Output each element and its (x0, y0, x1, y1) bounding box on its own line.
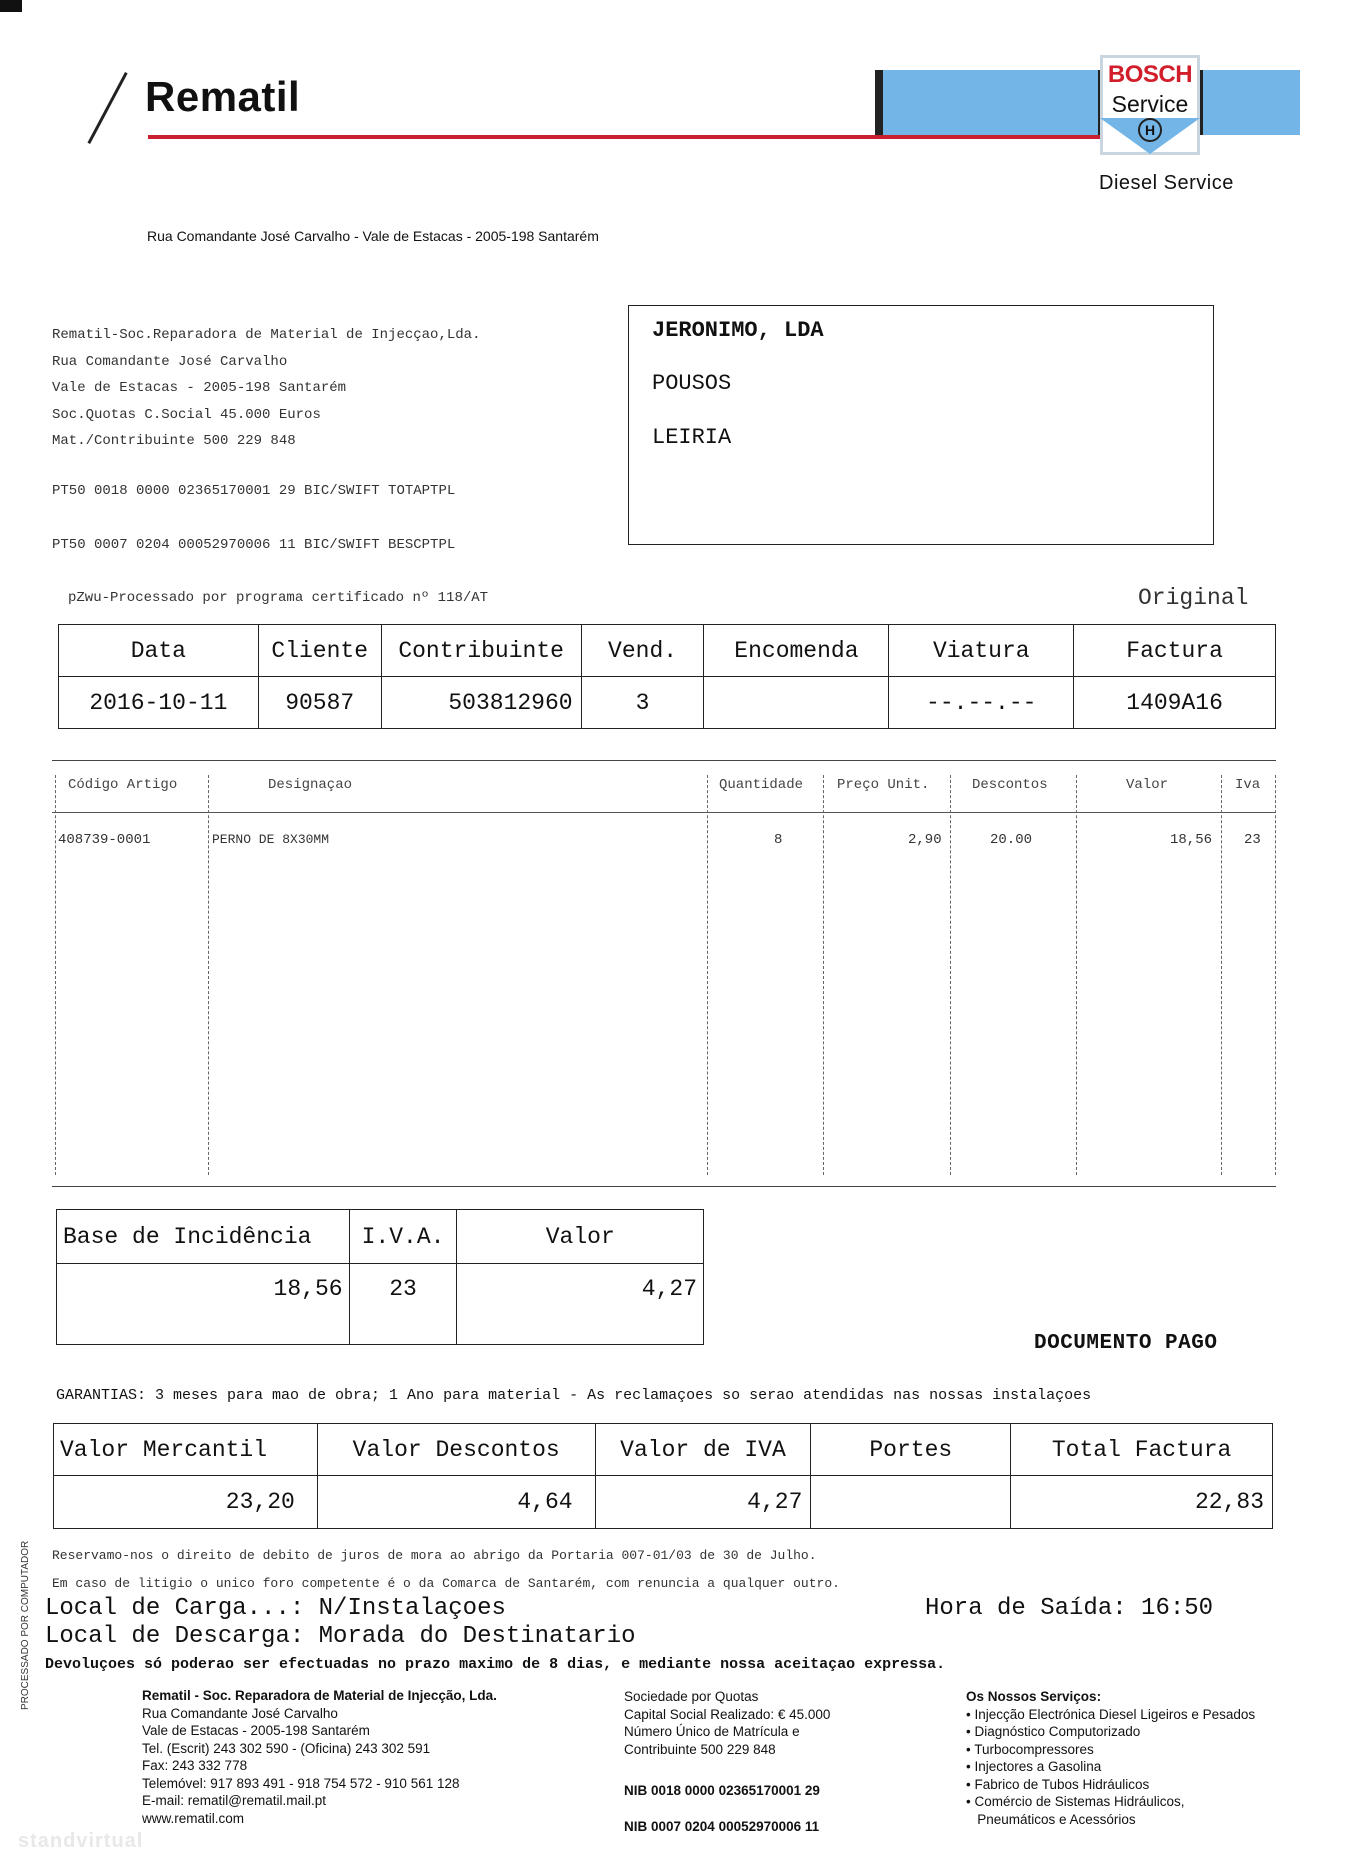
col-codigo-artigo: Código Artigo (68, 777, 178, 793)
issuer-block (52, 322, 480, 455)
value-portes (811, 1476, 1011, 1529)
item-unit-price: 2,90 (908, 832, 942, 848)
items-table (52, 760, 1276, 1187)
items-col-divider (1076, 775, 1077, 1175)
footer-society-line: Contribuinte 500 229 848 (624, 1741, 776, 1757)
label-valor: Valor (457, 1210, 704, 1264)
value-valor-iva: 4,27 (595, 1476, 811, 1529)
tax-summary-labels (57, 1210, 704, 1264)
scan-corner-mark (0, 0, 22, 12)
issuer-line: Mat./Contribuinte 500 229 848 (52, 433, 296, 449)
footer-company-line: Tel. (Escrit) 243 302 590 - (Oficina) 243 302 591 (142, 1740, 431, 1756)
customer-locality: POUSOS (652, 371, 732, 396)
value-valor-descontos: 4,64 (317, 1476, 595, 1529)
unloading-place: Local de Descarga: Morada do Destinatario (45, 1623, 636, 1650)
footer-company-name: Rematil - Soc. Reparadora de Material de Injecção, Lda. (142, 1688, 497, 1703)
value-contribuinte: 503812960 (381, 677, 581, 729)
computer-processed-note: PROCESSADO POR COMPUTADOR (20, 1540, 31, 1710)
footer-service-item: Pneumáticos e Acessórios (966, 1811, 1136, 1827)
issuer-line: Vale de Estacas - 2005-198 Santarém (52, 380, 347, 396)
footer-nib-2: NIB 0007 0204 00052970006 11 (624, 1818, 820, 1834)
value-factura: 1409A16 (1074, 677, 1276, 729)
footer-company-line: Telemóvel: 917 893 491 - 918 754 572 - 910 561 128 (142, 1775, 460, 1791)
col-descontos: Descontos (972, 777, 1048, 793)
bosch-armature-icon: H (1138, 118, 1162, 142)
issuer-line: Soc.Quotas C.Social 45.000 Euros (52, 406, 321, 423)
invoice-header-values (59, 677, 1276, 729)
footer-company-line: Rua Comandante José Carvalho (142, 1705, 338, 1721)
warranty-note: GARANTIAS: 3 meses para mao de obra; 1 Ano para material - As reclamaçoes so serao atendidas nas nossas instalaçoes (56, 1387, 1092, 1404)
value-data: 2016-10-11 (59, 677, 259, 729)
iban-2: PT50 0007 0204 00052970006 11 BIC/SWIFT BESCPTPL (52, 537, 456, 553)
col-valor: Valor (1126, 777, 1169, 793)
footer-service-item: • Turbocompressores (966, 1741, 1094, 1757)
company-logo: Rematil (145, 73, 301, 120)
footer-company-line: E-mail: rematil@rematil.mail.pt (142, 1793, 326, 1808)
item-value: 18,56 (1170, 832, 1213, 848)
col-designacao: Designaçao (268, 777, 353, 793)
col-iva: Iva (1235, 777, 1261, 793)
header-address: Rua Comandante José Carvalho - Vale de Estacas - 2005-198 Santarém (147, 228, 599, 244)
footer-service-item: • Diagnóstico Computorizado (966, 1724, 1141, 1739)
tax-summary-table (56, 1209, 704, 1345)
item-qty: 8 (774, 832, 783, 848)
certification-note: pZwu-Processado por programa certificado nº 118/AT (68, 590, 489, 606)
footer-services (966, 1688, 1255, 1828)
returns-policy: Devoluçoes só poderao ser efectuadas no prazo maximo de 8 dias, e mediante nossa aceitaçao expressa. (45, 1656, 946, 1673)
value-iva: 23 (349, 1264, 457, 1345)
footer-company-line: Vale de Estacas - 2005-198 Santarém (142, 1723, 370, 1738)
invoice-header-labels (59, 625, 1276, 677)
header-dark-divider-right (1200, 70, 1203, 135)
label-vend: Vend. (581, 625, 704, 677)
diesel-service-tagline: Diesel Service (1099, 172, 1234, 194)
label-factura: Factura (1074, 625, 1276, 677)
iban-1: PT50 0018 0000 02365170001 29 BIC/SWIFT TOTAPTPL (52, 483, 456, 499)
value-cliente: 90587 (258, 677, 381, 729)
header-blue-block-right (1202, 70, 1300, 135)
value-base-incidencia: 18,56 (57, 1264, 350, 1345)
value-valor-mercantil: 23,20 (54, 1476, 318, 1529)
col-quantidade: Quantidade (719, 777, 804, 793)
payment-status: DOCUMENTO PAGO (1034, 1332, 1218, 1355)
value-valor-iva: 4,27 (457, 1264, 704, 1345)
label-valor-iva: Valor de IVA (595, 1424, 811, 1476)
legal-interest-note: Reservamo-nos o direito de debito de juros de mora ao abrigo da Portaria 007-01/03 de 30 de Julho. (52, 1548, 817, 1563)
items-col-divider (1275, 775, 1276, 1175)
value-vend: 3 (581, 677, 704, 729)
footer-service-item: • Injecção Electrónica Diesel Ligeiros e Pesados (966, 1706, 1256, 1722)
issuer-line: Rematil-Soc.Reparadora de Material de Injecçao,Lda. (52, 327, 481, 343)
bosch-brand: BOSCH (1107, 61, 1193, 88)
footer-society-line: Capital Social Realizado: € 45.000 (624, 1706, 831, 1722)
footer-society-line: Sociedade por Quotas (624, 1689, 759, 1704)
footer-service-item: • Injectores a Gasolina (966, 1759, 1102, 1774)
header-red-rule (148, 135, 1113, 139)
item-code: 408739-0001 (58, 832, 151, 848)
totals-values (54, 1476, 1273, 1529)
footer-service-item: • Comércio de Sistemas Hidráulicos, (966, 1794, 1185, 1809)
legal-jurisdiction-note: Em caso de litigio o unico foro competente é o da Comarca de Santarém, com renuncia a qualquer outro. (52, 1576, 840, 1591)
label-iva: I.V.A. (349, 1210, 457, 1264)
items-header-rule (52, 812, 1276, 813)
item-iva: 23 (1244, 832, 1261, 848)
label-contribuinte: Contribuinte (381, 625, 581, 677)
site-watermark: standvirtual (18, 1830, 144, 1852)
issuer-line: Rua Comandante José Carvalho (52, 353, 288, 370)
label-cliente: Cliente (258, 625, 381, 677)
items-col-divider (208, 775, 209, 1175)
label-encomenda: Encomenda (704, 625, 889, 677)
item-designation: PERNO DE 8X30MM (212, 832, 330, 847)
loading-place: Local de Carga...: N/Instalaçoes (45, 1595, 506, 1622)
customer-city: LEIRIA (652, 425, 732, 450)
footer-company-line: www.rematil.com (142, 1810, 245, 1826)
footer-society (624, 1688, 830, 1835)
value-total-factura: 22,83 (1011, 1476, 1273, 1529)
footer-services-title: Os Nossos Serviços: (966, 1689, 1102, 1704)
items-col-divider (823, 775, 824, 1175)
copy-label: Original (1138, 585, 1249, 611)
footer-company-line: Fax: 243 332 778 (142, 1758, 248, 1773)
tax-summary-values (57, 1264, 704, 1345)
items-col-divider (1221, 775, 1222, 1175)
label-data: Data (59, 625, 259, 677)
totals-table (53, 1423, 1273, 1529)
header-blue-block-left (883, 70, 1098, 135)
footer-company (142, 1687, 497, 1827)
label-viatura: Viatura (889, 625, 1074, 677)
footer-service-item: • Fabrico de Tubos Hidráulicos (966, 1776, 1150, 1792)
items-col-divider (55, 775, 56, 1175)
logo-slash (87, 72, 127, 144)
col-preco-unit: Preço Unit. (837, 777, 930, 793)
value-encomenda (704, 677, 889, 729)
departure-time: Hora de Saída: 16:50 (925, 1595, 1214, 1622)
label-valor-descontos: Valor Descontos (317, 1424, 595, 1476)
label-valor-mercantil: Valor Mercantil (54, 1424, 318, 1476)
footer-society-line: Número Único de Matrícula e (624, 1724, 800, 1739)
label-portes: Portes (811, 1424, 1011, 1476)
label-total-factura: Total Factura (1011, 1424, 1273, 1476)
items-col-divider (950, 775, 951, 1175)
label-base-incidencia: Base de Incidência (57, 1210, 350, 1264)
bosch-service-label: Service (1111, 91, 1189, 117)
totals-labels (54, 1424, 1273, 1476)
invoice-header-table (58, 624, 1276, 729)
item-discount: 20.00 (990, 832, 1033, 848)
footer-nib-1: NIB 0018 0000 02365170001 29 (624, 1783, 820, 1798)
header-dark-edge-left (875, 70, 883, 135)
value-viatura: --.--.-- (889, 677, 1074, 729)
items-col-divider (707, 775, 708, 1175)
customer-name: JERONIMO, LDA (652, 318, 824, 343)
